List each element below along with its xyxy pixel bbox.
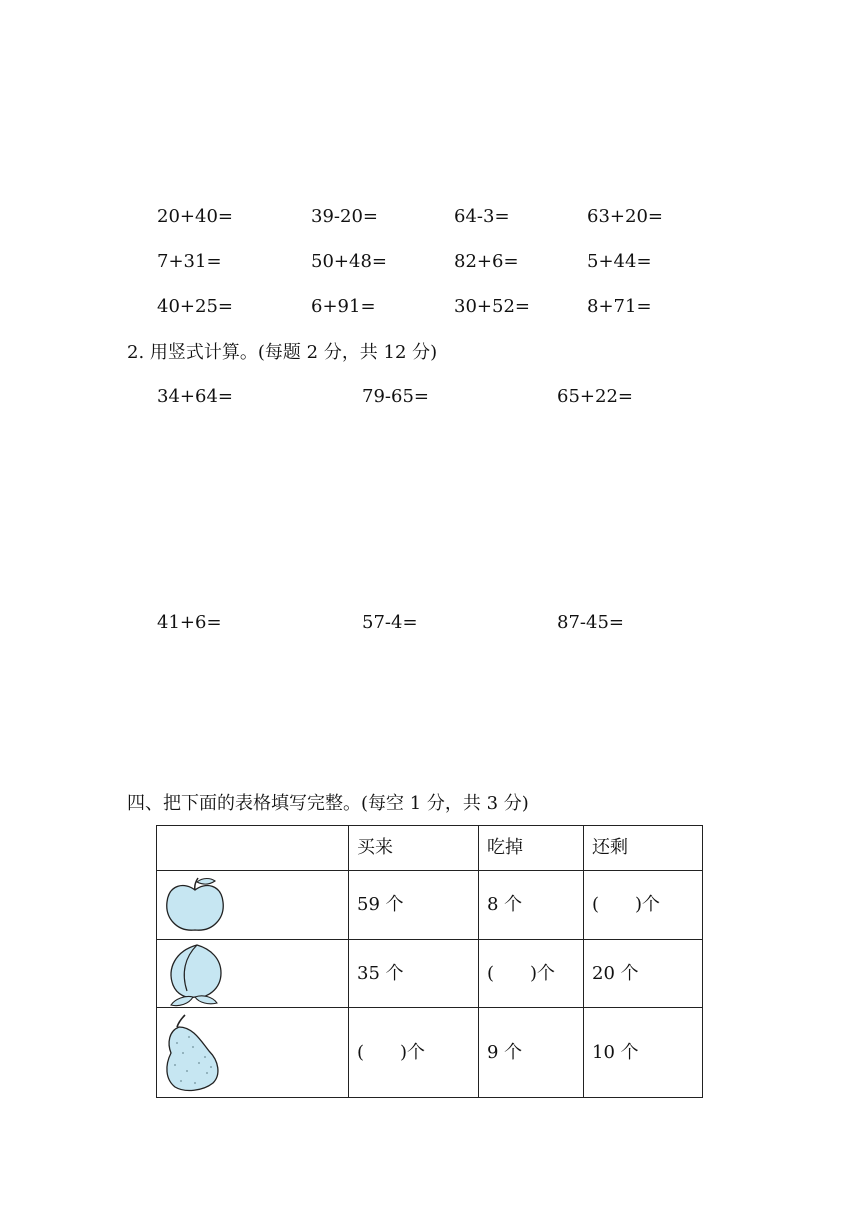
equation: 82+6=	[454, 251, 519, 272]
vertical-calc-item: 65+22=	[557, 386, 633, 407]
peach-icon	[163, 941, 227, 1007]
table-row	[157, 940, 703, 1008]
fruit-cell	[157, 1008, 349, 1098]
equation: 40+25=	[157, 296, 233, 317]
vertical-calc-item: 41+6=	[157, 612, 222, 633]
bought-cell: 35 个	[349, 940, 479, 1008]
table-row	[157, 871, 703, 940]
table-row	[157, 1008, 703, 1098]
section-4-title: 四、把下面的表格填写完整。(每空 1 分，共 3 分)	[127, 793, 529, 814]
equation: 64-3=	[454, 206, 510, 227]
eaten-cell: 9 个	[479, 1008, 584, 1098]
equation: 50+48=	[311, 251, 387, 272]
equation: 6+91=	[311, 296, 376, 317]
equation: 30+52=	[454, 296, 530, 317]
eaten-cell[interactable]: ( )个	[479, 940, 584, 1008]
fruit-cell	[157, 871, 349, 940]
equation: 39-20=	[311, 206, 378, 227]
vertical-calc-item: 34+64=	[157, 386, 233, 407]
bought-cell: 59 个	[349, 871, 479, 940]
equation: 8+71=	[587, 296, 652, 317]
fruit-table	[156, 825, 703, 1098]
table-header-row	[157, 826, 703, 871]
header-cell	[157, 826, 349, 871]
vertical-calc-item: 79-65=	[362, 386, 429, 407]
eaten-cell: 8 个	[479, 871, 584, 940]
header-cell: 买来	[349, 826, 479, 871]
apple-icon	[163, 876, 227, 934]
left-cell: 10 个	[584, 1008, 703, 1098]
equation: 7+31=	[157, 251, 222, 272]
equation: 5+44=	[587, 251, 652, 272]
vertical-calc-item: 87-45=	[557, 612, 624, 633]
pear-icon	[163, 1013, 223, 1093]
bought-cell[interactable]: ( )个	[349, 1008, 479, 1098]
equation: 63+20=	[587, 206, 663, 227]
header-cell: 还剩	[584, 826, 703, 871]
left-cell: 20 个	[584, 940, 703, 1008]
left-cell[interactable]: ( )个	[584, 871, 703, 940]
equation: 20+40=	[157, 206, 233, 227]
header-cell: 吃掉	[479, 826, 584, 871]
vertical-calc-item: 57-4=	[362, 612, 418, 633]
fruit-cell	[157, 940, 349, 1008]
section-2-title: 2. 用竖式计算。(每题 2 分，共 12 分)	[127, 342, 438, 363]
